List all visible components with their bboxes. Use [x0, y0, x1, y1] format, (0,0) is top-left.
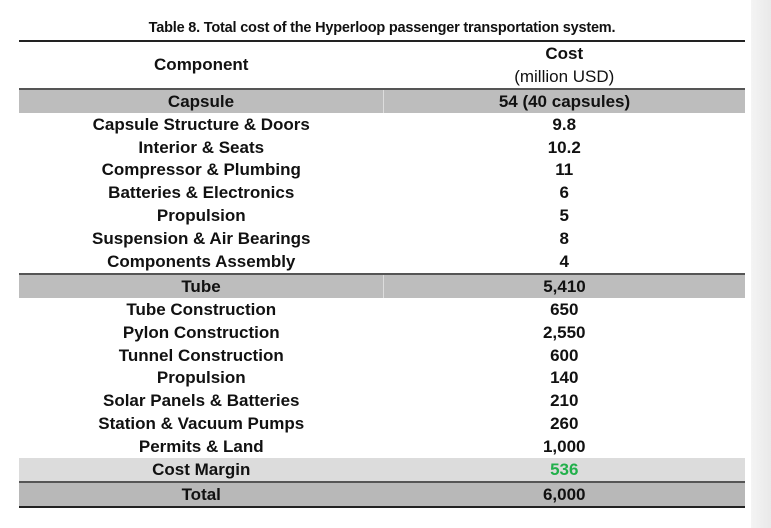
- component-cell: Cost Margin: [19, 458, 384, 482]
- cost-cell: 5: [559, 206, 569, 226]
- table-row: [19, 136, 745, 159]
- total-row: [19, 482, 745, 507]
- cost-cell: 5,410: [384, 274, 746, 298]
- component-cell: Components Assembly: [107, 251, 296, 271]
- group-row-tube: [19, 274, 745, 298]
- component-cell: Interior & Seats: [138, 137, 265, 157]
- header-cost: Cost: [384, 41, 746, 65]
- component-cell: Pylon Construction: [122, 322, 280, 342]
- component-cell: Batteries & Electronics: [108, 183, 295, 203]
- header-component: Component: [19, 41, 384, 89]
- component-cell: Tube Construction: [126, 299, 277, 319]
- table-row: [19, 227, 745, 250]
- cost-cell: 210: [550, 391, 579, 411]
- table-row: [19, 181, 745, 204]
- cost-cell: 140: [550, 368, 579, 388]
- cost-cell: 6: [559, 183, 569, 203]
- cost-cell: 11: [555, 160, 574, 180]
- cost-cell: 10.2: [547, 137, 581, 157]
- component-cell: Compressor & Plumbing: [101, 160, 301, 180]
- cost-cell: 260: [550, 414, 579, 434]
- page-edge: [751, 0, 771, 528]
- table-row: [19, 366, 745, 389]
- table-caption: Table 8. Total cost of the Hyperloop passenger transportation system.: [148, 20, 616, 36]
- table-row: [19, 321, 745, 344]
- table-row: [19, 158, 745, 181]
- table-row: [19, 435, 745, 458]
- cost-table: [19, 40, 745, 508]
- component-cell: Tube: [19, 274, 384, 298]
- component-cell: Solar Panels & Batteries: [102, 391, 300, 411]
- table-row: [19, 344, 745, 367]
- group-row-capsule: [19, 89, 745, 113]
- table-row: [19, 113, 745, 136]
- component-cell: Station & Vacuum Pumps: [98, 414, 305, 434]
- component-cell: Capsule: [19, 89, 384, 113]
- component-cell: Permits & Land: [138, 437, 264, 457]
- cost-cell: 1,000: [542, 437, 586, 457]
- component-cell: Propulsion: [156, 206, 246, 226]
- table-row: [19, 250, 745, 274]
- cost-cell: 54 (40 capsules): [384, 89, 746, 113]
- cost-cell: 6,000: [384, 482, 746, 507]
- component-cell: Propulsion: [156, 368, 246, 388]
- table-row: [19, 412, 745, 435]
- cost-cell: 9.8: [552, 114, 577, 134]
- cost-cell: 650: [550, 299, 579, 319]
- cost-margin-row: [19, 458, 745, 482]
- cost-cell: 536: [384, 458, 746, 482]
- cost-cell: 8: [559, 229, 569, 249]
- component-cell: Capsule Structure & Doors: [92, 114, 310, 134]
- table-row: [19, 298, 745, 321]
- component-cell: Total: [19, 482, 384, 507]
- table-row: [19, 204, 745, 227]
- header-unit: (million USD): [514, 66, 615, 86]
- table-row: [19, 389, 745, 412]
- component-cell: Suspension & Air Bearings: [91, 229, 311, 249]
- cost-cell: 4: [559, 251, 569, 271]
- cost-cell: 600: [550, 345, 579, 365]
- cost-cell: 2,550: [542, 322, 586, 342]
- component-cell: Tunnel Construction: [118, 345, 284, 365]
